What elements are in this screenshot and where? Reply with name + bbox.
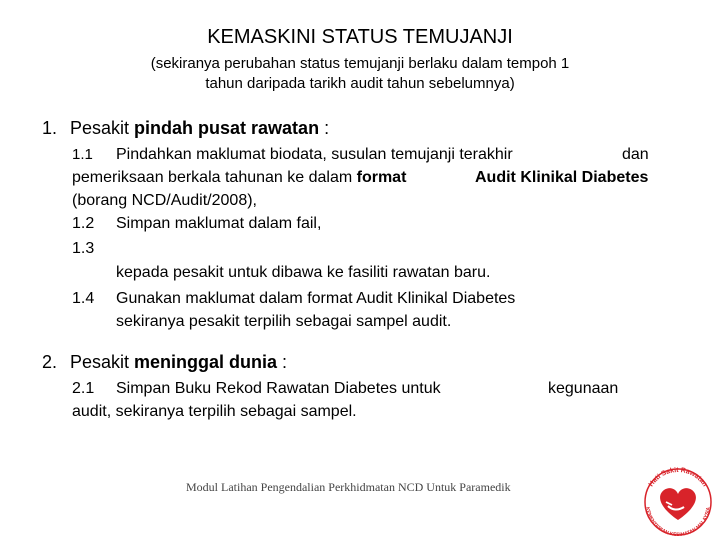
item-1-1-line-1: Pindahkan maklumat biodata, susulan temujanji terakhir (116, 146, 513, 163)
item-2-1-number: 2.1 (72, 380, 95, 397)
item-1-1-format: format (356, 169, 407, 186)
section-2-heading (70, 352, 287, 373)
item-1-1-audit-label: Audit Klinikal Diabetes (475, 169, 649, 186)
subtitle-line-1: (sekiranya perubahan status temujanji berlaku dalam tempoh 1 (150, 55, 570, 72)
item-1-2-number: 1.2 (72, 215, 95, 232)
section-2-bold: meninggal dunia (134, 352, 278, 372)
item-2-1-line-2: audit, sekiranya terpilih sebagai sampel. (72, 403, 357, 420)
item-1-1-line-1-end: dan (622, 146, 649, 163)
item-2-1-line-1: Simpan Buku Rekod Rawatan Diabetes untuk (116, 380, 441, 397)
section-1-suffix: : (319, 118, 330, 138)
item-1-2-line-1: Simpan maklumat dalam fail, (116, 215, 322, 232)
item-1-4-number: 1.4 (72, 290, 95, 307)
item-1-3-line-2: kepada pesakit untuk dibawa ke fasiliti rawatan baru. (116, 264, 491, 281)
item-1-1-number: 1.1 (72, 146, 93, 163)
item-1-1-line-2 (72, 169, 406, 187)
item-1-1-line-2-a: pemeriksaan berkala tahunan ke dalam (72, 169, 357, 186)
section-2-suffix: : (277, 352, 288, 372)
section-1-label: Pesakit (70, 118, 135, 138)
section-2-label: Pesakit (70, 352, 135, 372)
svg-text:KEMENTERIAN KESIHATAN MALAYSIA: KEMENTERIAN KESIHATAN MALAYSIA (644, 506, 712, 538)
svg-text:Hati Sakit Rawatan: Hati Sakit Rawatan (647, 466, 709, 489)
item-2-1-line-1-end: kegunaan (548, 380, 619, 397)
section-1-heading (70, 118, 329, 139)
section-1-number: 1. (42, 118, 58, 138)
item-1-3-number: 1.3 (72, 240, 95, 257)
subtitle-line-2: tahun daripada tarikh audit tahun sebelumnya) (205, 75, 515, 92)
item-1-1-line-3: (borang NCD/Audit/2008), (72, 192, 257, 209)
footer-text: Modul Latihan Pengendalian Perkhidmatan NCD Untuk Paramedik (186, 480, 511, 494)
ministry-heart-logo-icon (638, 462, 718, 538)
item-1-4-line-1: Gunakan maklumat dalam format Audit Klinikal Diabetes (116, 290, 516, 307)
section-1-bold: pindah pusat rawatan (134, 118, 320, 138)
page-subtitle (110, 54, 610, 94)
page-title: KEMASKINI STATUS TEMUJANJI (207, 26, 513, 48)
item-1-4-line-2: sekiranya pesakit terpilih sebagai sampel audit. (116, 313, 452, 330)
section-2-number: 2. (42, 352, 58, 372)
